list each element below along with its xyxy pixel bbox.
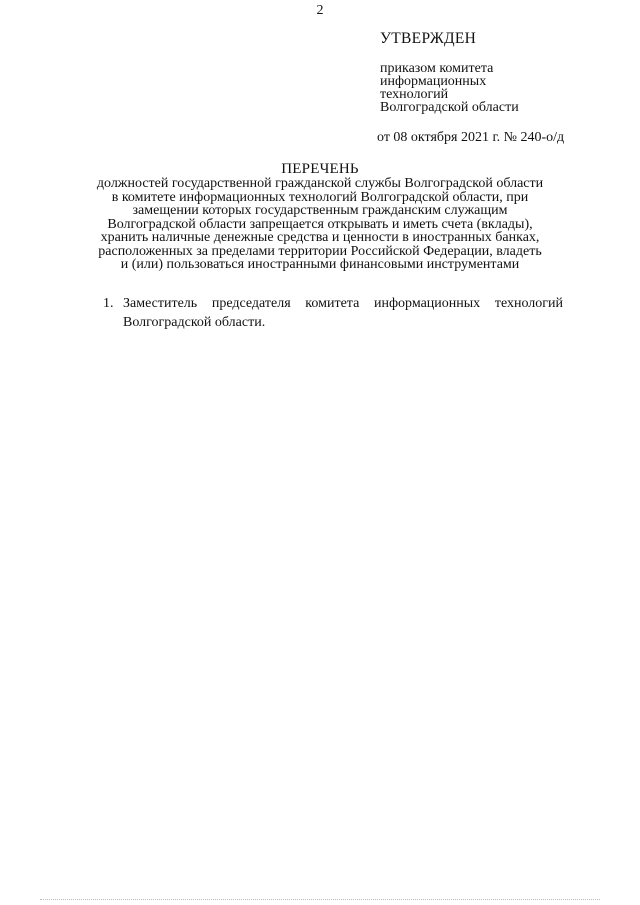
approval-line: приказом комитета <box>380 61 494 76</box>
list-subtitle <box>60 177 580 272</box>
list-item-line: Заместитель председателя комитета информационных технологий <box>123 296 563 311</box>
list-heading <box>60 162 580 272</box>
subtitle-line: должностей государственной гражданской службы Волгоградской области <box>96 176 544 191</box>
list-item-number: 1. <box>103 296 114 311</box>
approval-line: информационных <box>380 74 487 89</box>
list-item <box>103 294 563 332</box>
subtitle-line: Волгоградской области запрещается открывать и иметь счета (вклады), <box>107 216 533 232</box>
subtitle-line: в комитете информационных технологий Волгоградской области, при <box>111 189 529 205</box>
subtitle-line: и (или) пользоваться иностранными финансовыми инструментами <box>120 257 520 272</box>
page-number: 2 <box>316 3 324 18</box>
subtitle-line: расположенных за пределами территории Российской Федерации, владеть <box>98 243 542 259</box>
list-item-text <box>123 294 563 332</box>
footer-divider <box>40 899 600 900</box>
list-title: ПЕРЕЧЕНЬ <box>281 161 359 177</box>
list-item-line: Волгоградской области. <box>123 315 266 330</box>
subtitle-line: замещении которых государственным гражданским служащим <box>132 203 508 218</box>
approval-line: Волгоградской области <box>380 100 519 115</box>
approval-lines <box>380 62 620 114</box>
approval-line: технологий <box>380 87 449 102</box>
subtitle-line: хранить наличные денежные средства и ценности в иностранных банках, <box>100 230 540 245</box>
approval-title: УТВЕРЖДЕН <box>380 30 477 47</box>
approval-date: от 08 октября 2021 г. № 240-о/д <box>377 130 565 145</box>
position-list <box>103 294 563 332</box>
approval-block <box>380 30 620 114</box>
